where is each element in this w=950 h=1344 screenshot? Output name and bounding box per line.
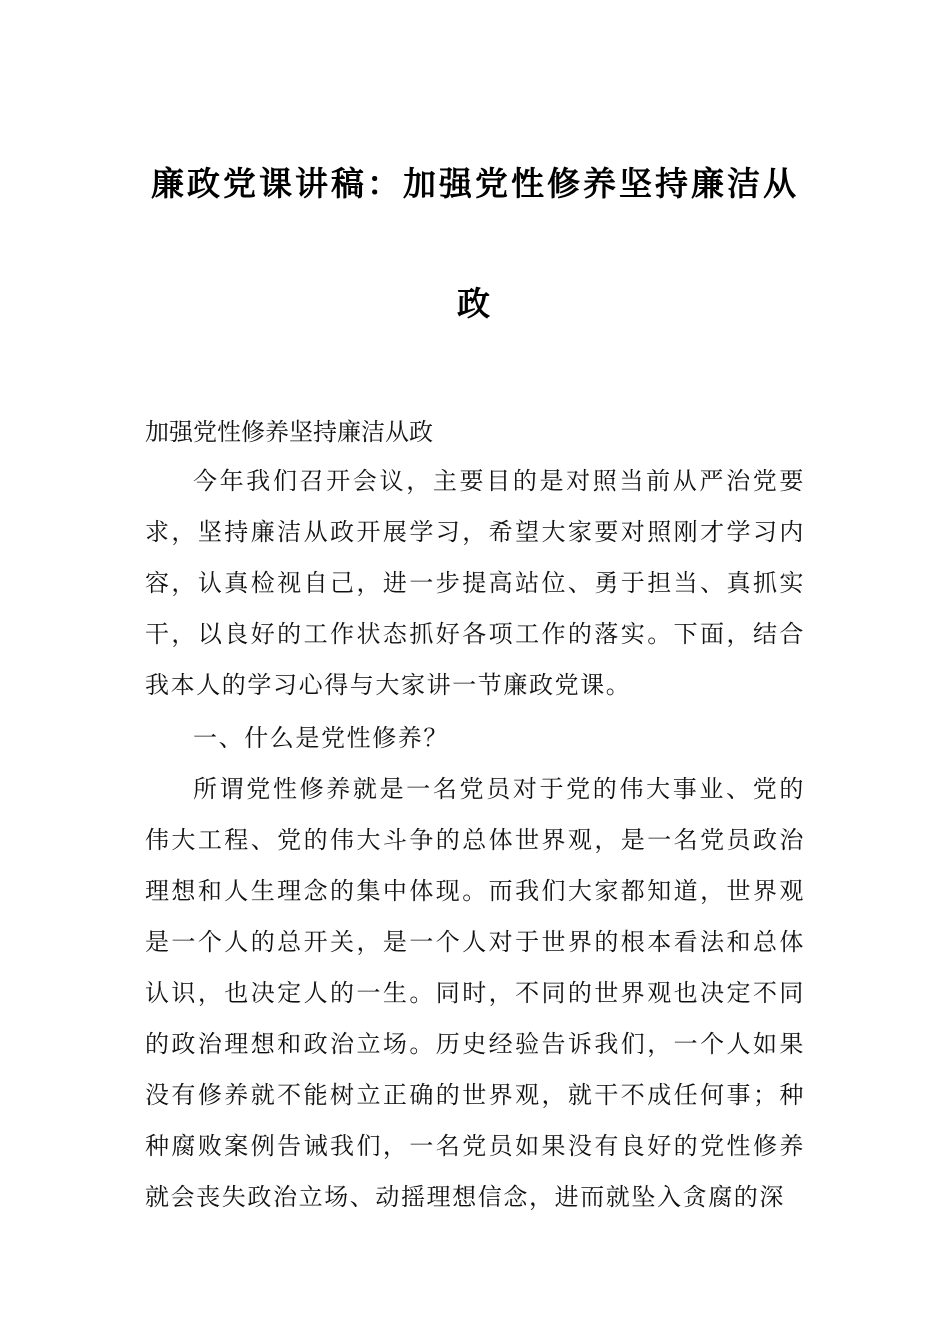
paragraph-intro: 今年我们召开会议，主要目的是对照当前从严治党要求，坚持廉洁从政开展学习，希望大家要对照刚才学习内容，认真检视自己，进一步提高站位、勇于担当、真抓实干，以良好的工作状态抓好各项工作的落实。下面，结合我本人的学习心得与大家讲一节廉政党课。 <box>145 467 805 699</box>
document-subtitle: 加强党性修养坚持廉洁从政 <box>145 418 433 446</box>
section-heading: 一、什么是党性修养？ <box>193 724 449 752</box>
document-title-line-1: 廉政党课讲稿：加强党性修养坚持廉洁从 <box>151 164 799 203</box>
document-title-line-2: 政 <box>457 284 493 323</box>
paragraph-party-spirit: 所谓党性修养就是一名党员对于党的伟大事业、党的伟大工程、党的伟大斗争的总体世界观，是一名党员政治理想和人生理念的集中体现。而我们大家都知道，世界观是一个人的总开关，是一个人对于世界的根本看法和总体认识，也决定人的一生。同时，不同的世界观也决定不同的政治理想和政治立场。历史经验告诉我们，一个人如果没有修养就不能树立正确的世界观，就干不成任何事；种种腐败案例告诫我们，一名党员如果没有良好的党性修养就会丧失政治立场、动摇理想信念，进而就坠入贪腐的深 <box>145 775 805 1211</box>
